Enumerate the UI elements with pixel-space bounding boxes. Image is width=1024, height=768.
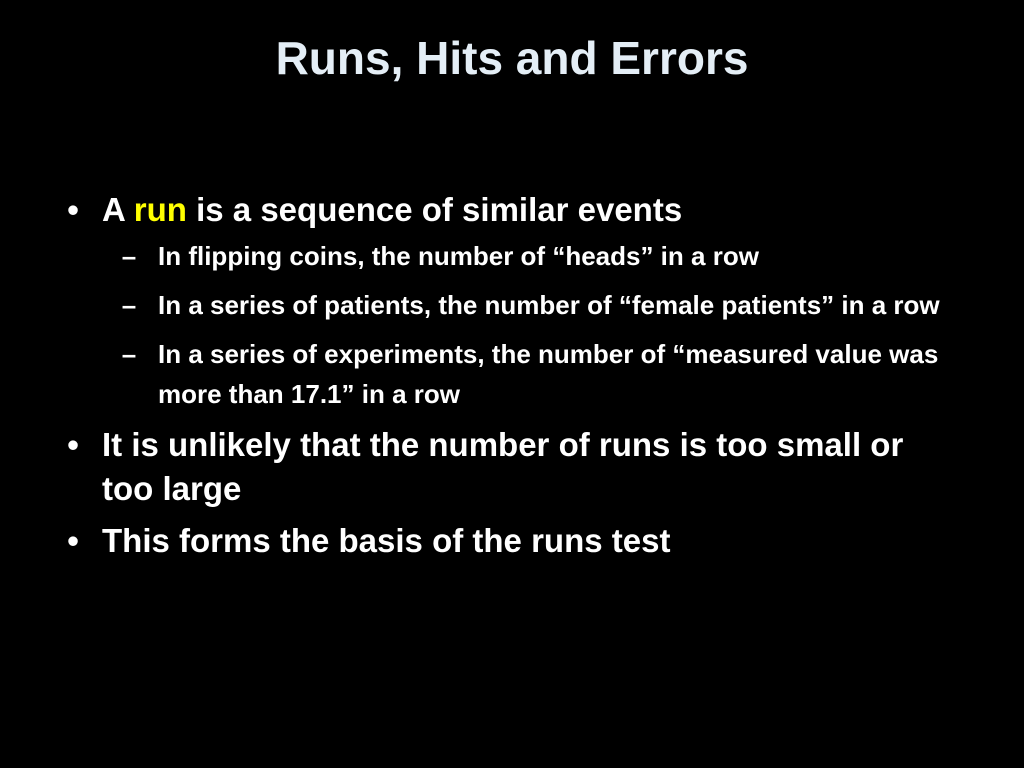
sub-item-text: In a series of experiments, the number of “measured value was more than 17.1” in a row <box>158 339 939 409</box>
sub-item-text: In a series of patients, the number of “female patients” in a row <box>158 290 940 320</box>
sub-list <box>102 236 958 414</box>
bullet-text: This forms the basis of the runs test <box>102 522 671 559</box>
bullet-text-prefix: A <box>102 191 134 228</box>
bullet-runs-count <box>58 423 958 511</box>
bullet-run-definition <box>58 188 958 414</box>
sub-marker: – <box>121 339 137 369</box>
slide-title: Runs, Hits and Errors <box>275 32 749 84</box>
bullet-marker: • <box>67 191 79 228</box>
sub-item-text: In flipping coins, the number of “heads” in a row <box>158 241 759 271</box>
sub-item-coins <box>114 236 958 276</box>
sub-marker: – <box>121 290 137 320</box>
sub-item-experiments <box>114 334 958 414</box>
highlighted-term: run <box>133 191 187 228</box>
sub-marker: – <box>121 241 137 271</box>
sub-item-patients <box>114 285 958 325</box>
bullet-marker: • <box>67 522 79 559</box>
bullet-text-suffix: is a sequence of similar events <box>186 191 683 228</box>
bullet-runs-test <box>58 519 958 563</box>
bullet-marker: • <box>67 426 79 463</box>
bullet-list <box>58 188 958 571</box>
bullet-text: It is unlikely that the number of runs is too small or too large <box>102 426 904 507</box>
